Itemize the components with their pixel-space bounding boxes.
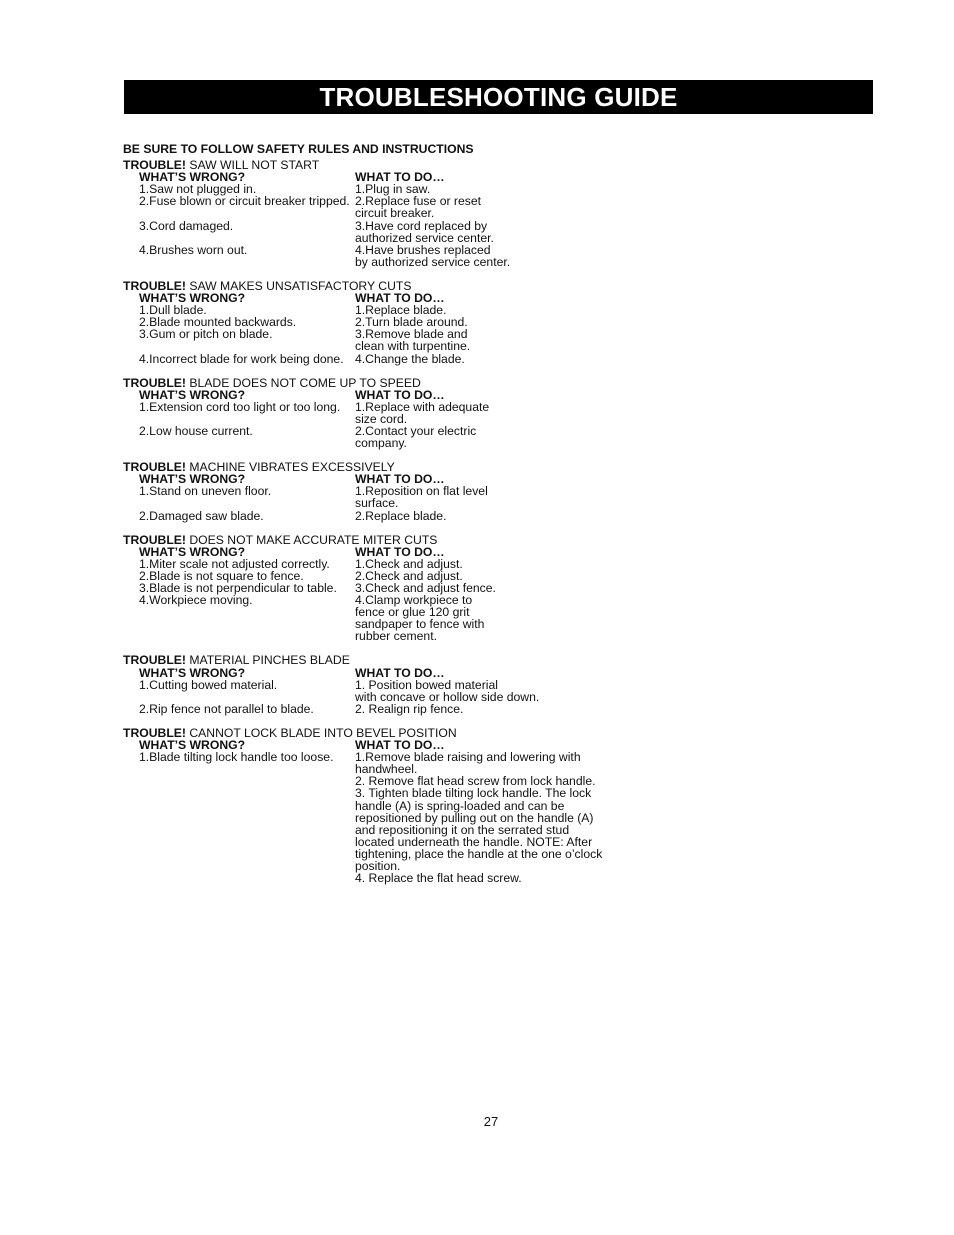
trouble-heading — [123, 534, 683, 546]
remedy-text: 3.Remove blade and clean with turpentine. — [355, 327, 471, 354]
what-to-do-header: WHAT TO DO… — [355, 170, 445, 185]
cause-text: 3.Gum or pitch on blade. — [139, 327, 273, 342]
cause-text: 1.Miter scale not adjusted correctly. — [139, 556, 330, 571]
trouble-section — [123, 727, 683, 884]
cause-text: 4.Workpiece moving. — [139, 593, 253, 608]
trouble-row — [123, 485, 683, 509]
remedy-text: 3.Check and adjust fence. — [355, 581, 496, 595]
trouble-row — [123, 353, 683, 365]
column-headers — [123, 546, 683, 558]
cause-text: 1.Stand on uneven floor. — [139, 484, 272, 499]
cause-text: 4.Brushes worn out. — [139, 242, 248, 257]
cause-text: 2.Low house current. — [139, 423, 253, 438]
what-to-do-header: WHAT TO DO… — [355, 665, 445, 680]
whats-wrong-header: WHAT’S WRONG? — [139, 544, 246, 559]
column-headers — [123, 389, 683, 401]
page-title: TROUBLESHOOTING GUIDE — [319, 81, 678, 112]
remedy-text: 1.Check and adjust. — [355, 556, 463, 571]
whats-wrong-header: WHAT’S WRONG? — [139, 472, 246, 487]
remedy-text: 2.Turn blade around. — [355, 315, 468, 330]
cause-text: 2.Damaged saw blade. — [139, 508, 264, 523]
trouble-section — [123, 534, 683, 643]
remedy-text: 2.Replace blade. — [355, 508, 447, 523]
trouble-section — [123, 377, 683, 450]
trouble-row — [123, 425, 683, 449]
trouble-problem: MATERIAL PINCHES BLADE — [189, 653, 350, 668]
remedy-text: 1.Replace blade. — [355, 303, 447, 318]
what-to-do-header: WHAT TO DO… — [355, 738, 445, 753]
trouble-section — [123, 654, 683, 714]
remedy-text: 1.Remove blade raising and lowering with handwheel. 2. Remove flat head screw from lock handle. 3. Tighten blade tilting lock handle. The lock handle (A) is spring-loaded and can be repositioned by pulling out on the handle (A) and repositioning it on the serrated stud located underneath the handle. NOTE: After tightening, place the handle at the one o’clock position. 4. Replace the flat head screw. — [355, 750, 603, 886]
remedy-text: 1.Plug in saw. — [355, 182, 431, 197]
trouble-label: TROUBLE! — [123, 375, 186, 390]
trouble-problem: SAW WILL NOT START — [189, 158, 320, 173]
whats-wrong-header: WHAT’S WRONG? — [139, 291, 246, 306]
column-headers — [123, 667, 683, 679]
remedy-text: 2.Check and adjust. — [355, 568, 463, 583]
cause-text: 3.Cord damaged. — [139, 218, 234, 233]
troubleshooting-content — [123, 143, 683, 896]
trouble-label: TROUBLE! — [123, 532, 186, 547]
remedy-text: 4.Clamp workpiece to fence or glue 120 grit sandpaper to fence with rubber cement. — [355, 593, 485, 644]
trouble-problem: DOES NOT MAKE ACCURATE MITER CUTS — [189, 532, 438, 547]
trouble-row — [123, 244, 683, 268]
cause-text: 4.Incorrect blade for work being done. — [139, 351, 344, 366]
trouble-row — [123, 703, 683, 715]
trouble-heading — [123, 377, 683, 389]
trouble-problem: SAW MAKES UNSATISFACTORY CUTS — [189, 278, 412, 293]
cause-text: 3.Blade is not perpendicular to table. — [139, 581, 337, 595]
trouble-label: TROUBLE! — [123, 725, 186, 740]
trouble-row — [123, 328, 683, 352]
whats-wrong-header: WHAT’S WRONG? — [139, 738, 246, 753]
cause-text: 2.Fuse blown or circuit breaker tripped. — [139, 194, 350, 209]
trouble-row — [123, 401, 683, 425]
remedy-text: 2. Realign rip fence. — [355, 701, 464, 716]
remedy-text: 2.Contact your electric company. — [355, 423, 477, 451]
remedy-text: 1.Reposition on flat level surface. — [355, 484, 488, 511]
trouble-section — [123, 280, 683, 365]
trouble-section — [123, 461, 683, 521]
cause-text: 2.Blade is not square to fence. — [139, 568, 304, 583]
what-to-do-header: WHAT TO DO… — [355, 387, 445, 402]
trouble-problem: BLADE DOES NOT COME UP TO SPEED — [189, 375, 421, 390]
cause-text: 1.Extension cord too light or too long. — [139, 399, 341, 414]
trouble-heading — [123, 654, 683, 666]
remedy-text: 1.Replace with adequate size cord. — [355, 399, 490, 426]
cause-text: 1.Saw not plugged in. — [139, 182, 257, 197]
what-to-do-header: WHAT TO DO… — [355, 291, 445, 306]
remedy-text: 1. Position bowed material with concave or hollow side down. — [355, 677, 540, 704]
whats-wrong-header: WHAT’S WRONG? — [139, 665, 246, 680]
trouble-label: TROUBLE! — [123, 653, 186, 668]
whats-wrong-header: WHAT’S WRONG? — [139, 170, 246, 185]
trouble-label: TROUBLE! — [123, 158, 186, 173]
cause-text: 1.Cutting bowed material. — [139, 677, 278, 692]
trouble-problem: MACHINE VIBRATES EXCESSIVELY — [189, 460, 395, 475]
page-number: 27 — [483, 1114, 499, 1129]
whats-wrong-header: WHAT’S WRONG? — [139, 387, 246, 402]
cause-text: 2.Blade mounted backwards. — [139, 315, 297, 330]
remedy-text: 3.Have cord replaced by authorized service center. — [355, 218, 494, 245]
trouble-label: TROUBLE! — [123, 460, 186, 475]
cause-text: 1.Dull blade. — [139, 303, 207, 318]
trouble-row — [123, 751, 683, 884]
trouble-row — [123, 679, 683, 703]
trouble-sections — [123, 159, 683, 884]
remedy-text: 4.Have brushes replaced by authorized service center. — [355, 242, 511, 269]
trouble-row — [123, 594, 683, 642]
remedy-text: 4.Change the blade. — [355, 351, 465, 366]
cause-text: 2.Rip fence not parallel to blade. — [139, 701, 314, 716]
trouble-row — [123, 510, 683, 522]
cause-text: 1.Blade tilting lock handle too loose. — [139, 750, 334, 765]
what-to-do-header: WHAT TO DO… — [355, 544, 445, 559]
trouble-label: TROUBLE! — [123, 278, 186, 293]
trouble-section — [123, 159, 683, 268]
what-to-do-header: WHAT TO DO… — [355, 472, 445, 487]
safety-note: BE SURE TO FOLLOW SAFETY RULES AND INSTRUCTIONS — [123, 142, 474, 156]
trouble-row — [123, 220, 683, 244]
trouble-problem: CANNOT LOCK BLADE INTO BEVEL POSITION — [189, 725, 457, 740]
page-title-bar — [124, 80, 873, 114]
trouble-row — [123, 195, 683, 219]
remedy-text: 2.Replace fuse or reset circuit breaker. — [355, 194, 482, 221]
